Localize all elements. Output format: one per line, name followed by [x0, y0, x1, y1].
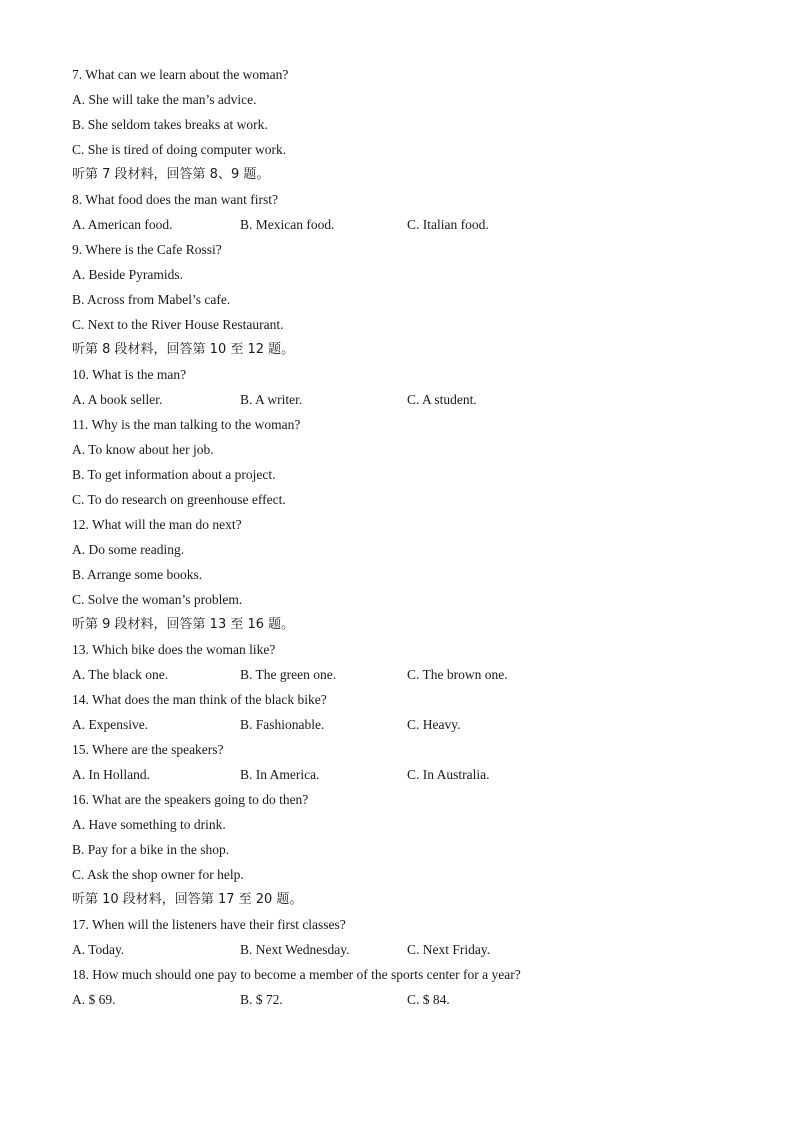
options-row-8	[72, 212, 722, 237]
option-12a: A. Do some reading.	[72, 542, 185, 557]
question-11: 11. Why is the man talking to the woman?	[72, 417, 301, 432]
question-10: 10. What is the man?	[72, 367, 187, 382]
option-17b: B. Next Wednesday.	[240, 942, 350, 957]
option-10b: B. A writer.	[240, 392, 303, 407]
option-10c: C. A student.	[407, 392, 477, 407]
options-row-13	[72, 662, 722, 687]
option-16b: B. Pay for a bike in the shop.	[72, 842, 230, 857]
option-8c: C. Italian food.	[407, 217, 489, 232]
option-9a: A. Beside Pyramids.	[72, 267, 183, 282]
option-14b: B. Fashionable.	[240, 717, 325, 732]
section-heading-8: 听第 8 段材料，回答第 10 至 12 题。	[72, 342, 295, 357]
section-heading-10: 听第 10 段材料，回答第 17 至 20 题。	[72, 892, 303, 907]
option-17a: A. Today.	[72, 942, 125, 957]
option-8a: A. American food.	[72, 217, 173, 232]
question-14: 14. What does the man think of the black bike?	[72, 692, 327, 707]
option-11b: B. To get information about a project.	[72, 467, 276, 482]
section-heading-7: 听第 7 段材料，回答第 8、9 题。	[72, 167, 270, 182]
option-11c: C. To do research on greenhouse effect.	[72, 492, 286, 507]
option-18c: C. $ 84.	[407, 992, 450, 1007]
section-heading-9: 听第 9 段材料，回答第 13 至 16 题。	[72, 617, 295, 632]
option-7b: B. She seldom takes breaks at work.	[72, 117, 268, 132]
question-15: 15. Where are the speakers?	[72, 742, 224, 757]
option-7a: A. She will take the man’s advice.	[72, 92, 257, 107]
option-13b: B. The green one.	[240, 667, 337, 682]
question-9: 9. Where is the Cafe Rossi?	[72, 242, 222, 257]
option-10a: A. A book seller.	[72, 392, 163, 407]
option-18b: B. $ 72.	[240, 992, 283, 1007]
option-11a: A. To know about her job.	[72, 442, 214, 457]
option-16a: A. Have something to drink.	[72, 817, 226, 832]
option-7c: C. She is tired of doing computer work.	[72, 142, 287, 157]
options-row-14	[72, 712, 722, 737]
option-8b: B. Mexican food.	[240, 217, 335, 232]
option-12b: B. Arrange some books.	[72, 567, 203, 582]
option-15c: C. In Australia.	[407, 767, 490, 782]
question-13: 13. Which bike does the woman like?	[72, 642, 276, 657]
options-row-10	[72, 387, 722, 412]
option-12c: C. Solve the woman’s problem.	[72, 592, 243, 607]
option-15a: A. In Holland.	[72, 767, 150, 782]
option-13c: C. The brown one.	[407, 667, 508, 682]
option-17c: C. Next Friday.	[407, 942, 491, 957]
options-row-18	[72, 987, 722, 1012]
question-17: 17. When will the listeners have their first classes?	[72, 917, 346, 932]
question-18: 18. How much should one pay to become a member of the sports center for a year?	[72, 967, 521, 982]
option-9b: B. Across from Mabel’s cafe.	[72, 292, 231, 307]
question-16: 16. What are the speakers going to do then?	[72, 792, 309, 807]
options-row-15	[72, 762, 722, 787]
option-16c: C. Ask the shop owner for help.	[72, 867, 244, 882]
options-row-17	[72, 937, 722, 962]
option-13a: A. The black one.	[72, 667, 169, 682]
option-14c: C. Heavy.	[407, 717, 461, 732]
option-14a: A. Expensive.	[72, 717, 149, 732]
question-12: 12. What will the man do next?	[72, 517, 242, 532]
option-15b: B. In America.	[240, 767, 320, 782]
question-7: 7. What can we learn about the woman?	[72, 67, 289, 82]
option-9c: C. Next to the River House Restaurant.	[72, 317, 284, 332]
question-8: 8. What food does the man want first?	[72, 192, 278, 207]
exam-page	[72, 62, 722, 1012]
option-18a: A. $ 69.	[72, 992, 116, 1007]
